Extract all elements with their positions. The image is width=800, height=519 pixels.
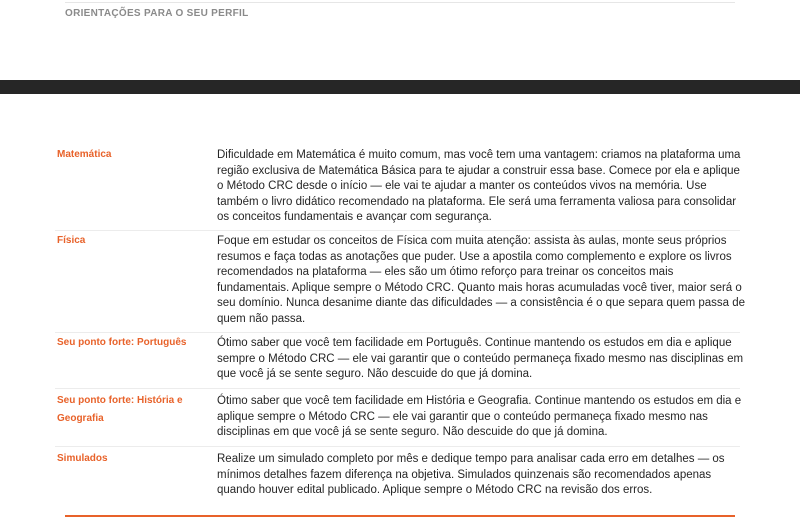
- row-label: Matemática: [57, 149, 112, 160]
- row-divider: [55, 446, 740, 447]
- row-label: Física: [57, 235, 86, 246]
- row-label: Seu ponto forte: Português: [57, 337, 187, 348]
- row-divider: [55, 332, 740, 333]
- row-text: Realize um simulado completo por mês e dedique tempo para analisar cada erro em detalhes — os mínimos detalhes fazem diferença na objetiva. Simulados quinzenais são recomendados apenas quando houver edital publicado. Aplique sempre o Método CRC na revisão dos erros.: [217, 453, 725, 496]
- row-text: Ótimo saber que você tem facilidade em História e Geografia. Continue mantendo os estudos em dia e aplique sempre o Método CRC — ele vai garantir que o conteúdo permaneça fixado mesmo nas disciplinas em que você já se sente seguro. Não descuide do que já domina.: [217, 395, 742, 438]
- dark-header-band: [0, 80, 800, 94]
- top-divider: [65, 2, 735, 3]
- row-text: Foque em estudar os conceitos de Física com muita atenção: assista às aulas, monte seus próprios resumos e faça todas as anotações que puder. Use a apostila como complemento e explore os livros recomendados na plataforma — eles são um ótimo reforço para treinar os conceitos mais fundamentais. Aplique sempre o Método CRC. Quanto mais horas acumuladas você tiver, maior será o seu domínio. Nunca desanime diante das dificuldades — a consistência é o que separa quem passa de quem não passa.: [217, 235, 746, 325]
- row-text: Dificuldade em Matemática é muito comum, mas você tem uma vantagem: criamos na plataforma uma região exclusiva de Matemática Básica para te ajudar a construir essa base. Comece por ela e aplique o Método CRC desde o início — ele vai te ajudar a manter os conteúdos vivos na memória. Use também o livro didático recomendado na plataforma. Ele será uma ferramenta valiosa para consolidar os conceitos fundamentais e avançar com segurança.: [217, 149, 741, 223]
- row-label: Seu ponto forte: História e Geografia: [57, 395, 183, 424]
- row-text: Ótimo saber que você tem facilidade em Português. Continue mantendo os estudos em dia e aplique sempre o Método CRC — ele vai garantir que o conteúdo permaneça fixado mesmo nas disciplinas em que você já se sente seguro. Não descuide do que já domina.: [217, 337, 744, 380]
- row-label: Simulados: [57, 453, 108, 464]
- row-divider: [55, 230, 740, 231]
- bottom-accent-rule: [65, 515, 735, 517]
- row-divider: [55, 388, 740, 389]
- section-title: ORIENTAÇÕES PARA O SEU PERFIL: [65, 8, 249, 19]
